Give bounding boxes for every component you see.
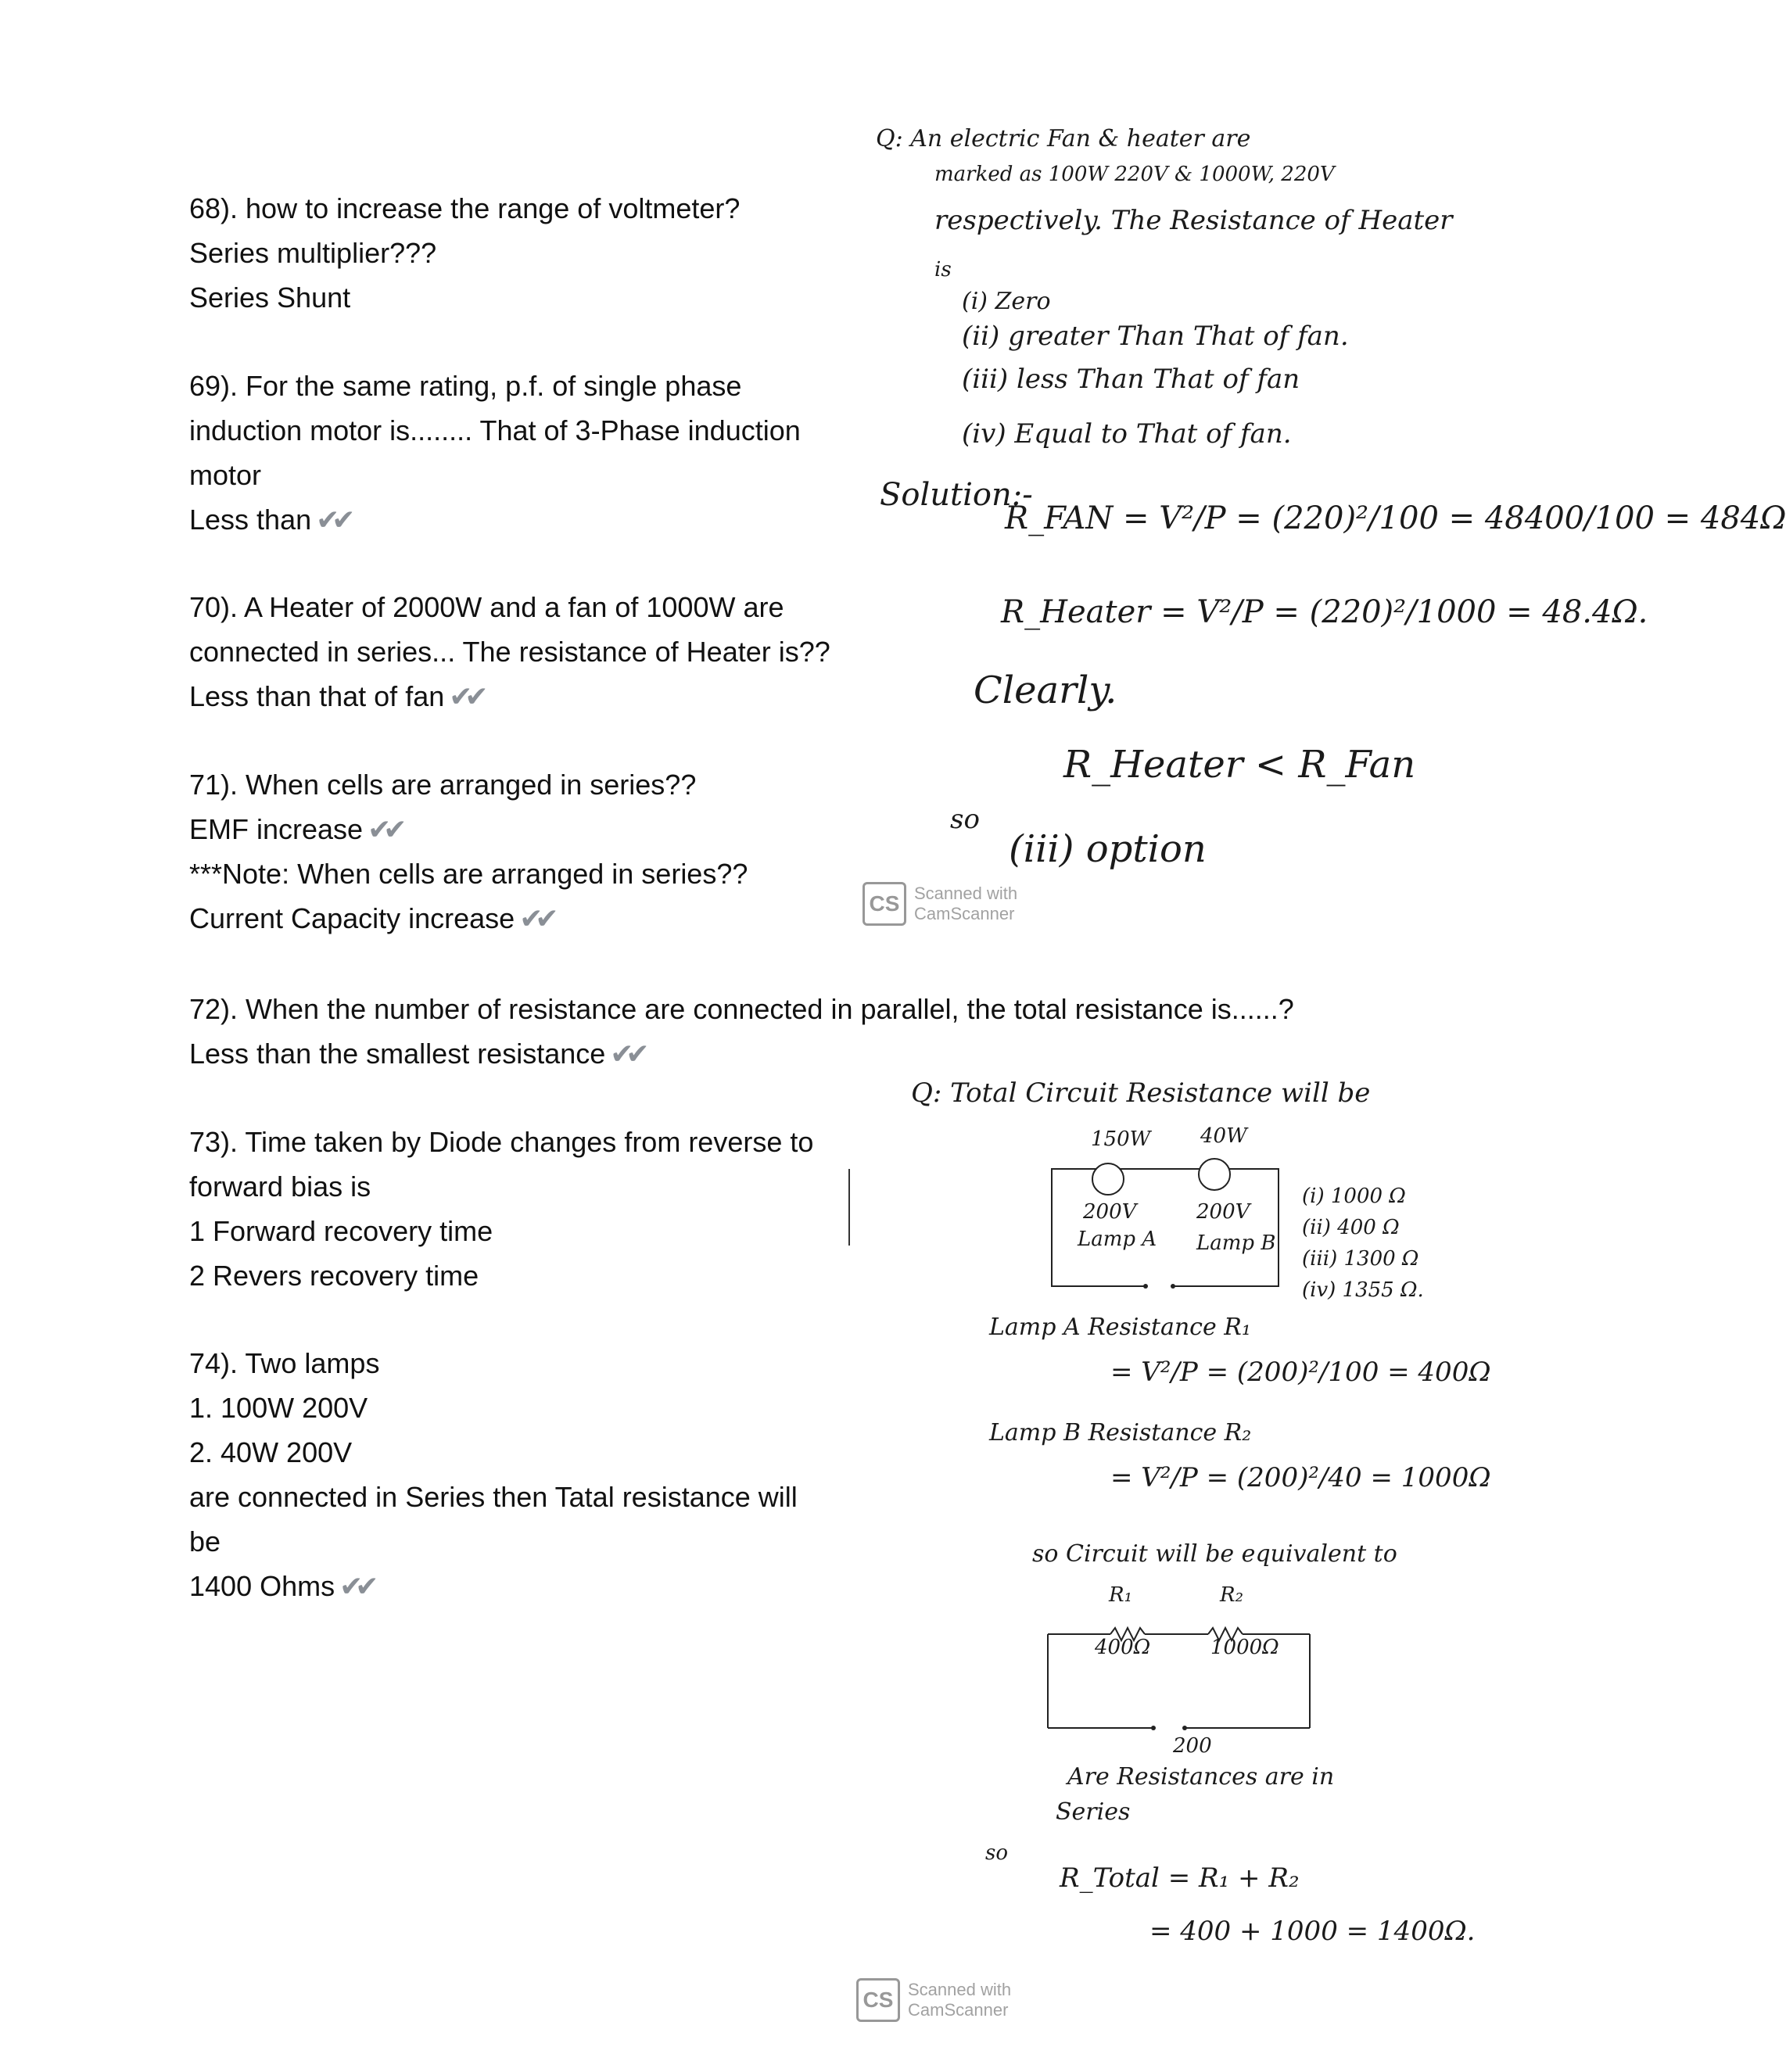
question-text: 68). how to increase the range of voltmeter? (189, 192, 741, 224)
answer-text: Less than the smallest resistance (189, 1038, 606, 1070)
check-icon: ✔✔ (316, 504, 348, 536)
resistor-r2-label: R₂ (1220, 1583, 1243, 1607)
question-text: 69). For the same rating, p.f. of single phase (189, 370, 742, 402)
divider (848, 1169, 850, 1246)
answer-line (189, 497, 801, 542)
question-text: motor (189, 459, 262, 491)
answer-line: Series multiplier??? (189, 237, 437, 269)
answer-line (189, 896, 748, 941)
question-70 (189, 585, 830, 719)
watermark-text: Scanned with (914, 884, 1018, 903)
note-question: respectively. The Resistance of Heater (934, 205, 1453, 236)
answer-line (189, 674, 830, 719)
note-text: ***Note: When cells are arranged in series?? (189, 858, 748, 890)
question-text: be (189, 1525, 221, 1558)
note-text: Series (1056, 1798, 1131, 1826)
question-text: 72). When the number of resistance are connected in parallel, the total resistance is......? (189, 993, 1294, 1025)
note-calc: R_Heater = V²/P = (220)²/1000 = 48.4Ω. (1001, 594, 1648, 630)
lamp-b-power: 40W (1200, 1124, 1247, 1148)
note-option: (i) Zero (962, 288, 1051, 315)
question-73 (189, 1120, 813, 1298)
camscanner-logo: CS (863, 882, 906, 926)
note-text: Clearly. (974, 669, 1117, 712)
question-text: 71). When cells are arranged in series?? (189, 769, 697, 801)
note-option: (ii) greater Than That of fan. (962, 321, 1349, 352)
camscanner-watermark (863, 882, 1017, 926)
lamp-a-power: 150W (1091, 1127, 1151, 1151)
answer-text: Current Capacity increase (189, 902, 515, 934)
check-icon: ✔✔ (339, 1570, 371, 1602)
note-option: (i) 1000 Ω (1302, 1185, 1406, 1208)
note-question: Q: An electric Fan & heater are (876, 125, 1251, 152)
answer-text: Less than (189, 504, 312, 536)
note-question: is (934, 258, 952, 281)
watermark-text: CamScanner (908, 2000, 1009, 2020)
answer-line (189, 1564, 798, 1608)
note-calc: Lamp A Resistance R₁ (989, 1314, 1251, 1341)
note-option: (iv) Equal to That of fan. (962, 418, 1292, 450)
question-71 (189, 762, 748, 941)
option-line: 2 Revers recovery time (189, 1260, 479, 1292)
lamp-a-label: Lamp A (1078, 1228, 1157, 1251)
question-72 (189, 987, 1294, 1076)
note-calc: Lamp B Resistance R₂ (989, 1419, 1252, 1446)
question-68 (189, 186, 740, 320)
option-line: 1 Forward recovery time (189, 1215, 493, 1247)
resistor-r2-value: 1000Ω (1210, 1636, 1279, 1659)
question-text: 70). A Heater of 2000W and a fan of 1000W are (189, 591, 784, 623)
source-voltage: 200 (1173, 1734, 1212, 1758)
question-text: induction motor is........ That of 3-Phase induction (189, 414, 801, 446)
question-text: 74). Two lamps (189, 1347, 380, 1379)
check-icon: ✔✔ (449, 680, 481, 712)
watermark-text: Scanned with (908, 1980, 1012, 1999)
note-result: R_Heater < R_Fan (1063, 743, 1416, 787)
lamp-b-voltage: 200V (1196, 1200, 1250, 1224)
answer-line (189, 807, 748, 851)
note-result: (iii) option (1009, 827, 1207, 871)
question-text: connected in series... The resistance of Heater is?? (189, 636, 830, 668)
answer-line (189, 1031, 1294, 1076)
resistor-r1-label: R₁ (1109, 1583, 1132, 1607)
answer-text: EMF increase (189, 813, 364, 845)
lamp-a-icon (1092, 1163, 1124, 1195)
note-text: so Circuit will be equivalent to (1032, 1540, 1397, 1568)
note-question: Q: Total Circuit Resistance will be (911, 1077, 1371, 1109)
note-text: so (950, 804, 980, 835)
option-line: 2. 40W 200V (189, 1436, 353, 1468)
note-question: marked as 100W 220V & 1000W, 220V (934, 163, 1335, 186)
watermark-text: CamScanner (914, 904, 1015, 923)
note-solution: Solution:- (880, 477, 1033, 513)
note-option: (iii) 1300 Ω (1302, 1247, 1419, 1271)
check-icon: ✔✔ (610, 1038, 642, 1070)
note-option: (ii) 400 Ω (1302, 1216, 1400, 1239)
note-result: R_Total = R₁ + R₂ (1060, 1862, 1300, 1894)
note-option: (iv) 1355 Ω. (1302, 1278, 1424, 1302)
note-text: so (985, 1841, 1008, 1865)
note-text: Are Resistances are in (1067, 1763, 1335, 1791)
camscanner-logo: CS (856, 1978, 900, 2022)
question-text: forward bias is (189, 1170, 371, 1203)
lamp-b-label: Lamp B (1196, 1231, 1276, 1255)
note-result: = 400 + 1000 = 1400Ω. (1149, 1916, 1476, 1947)
lamp-circuit-diagram (1044, 1126, 1294, 1298)
note-calc: = V²/P = (200)²/100 = 400Ω (1110, 1357, 1491, 1388)
check-icon: ✔✔ (368, 813, 400, 845)
option-line: 1. 100W 200V (189, 1392, 368, 1424)
check-icon: ✔✔ (519, 902, 551, 934)
lamp-a-voltage: 200V (1083, 1200, 1137, 1224)
camscanner-watermark (856, 1978, 1011, 2022)
question-text: 73). Time taken by Diode changes from reverse to (189, 1126, 814, 1158)
resistor-r1-value: 400Ω (1095, 1636, 1151, 1659)
note-calc: R_FAN = V²/P = (220)²/100 = 48400/100 = 484Ω (1005, 500, 1786, 536)
question-text: are connected in Series then Tatal resistance will (189, 1481, 798, 1513)
question-69 (189, 364, 801, 542)
note-option: (iii) less Than That of fan (962, 364, 1300, 395)
answer-text: 1400 Ohms (189, 1570, 335, 1602)
lamp-b-icon (1199, 1159, 1230, 1190)
note-calc: = V²/P = (200)²/40 = 1000Ω (1110, 1462, 1491, 1493)
answer-line: Series Shunt (189, 281, 351, 314)
answer-text: Less than that of fan (189, 680, 445, 712)
question-74 (189, 1341, 798, 1608)
